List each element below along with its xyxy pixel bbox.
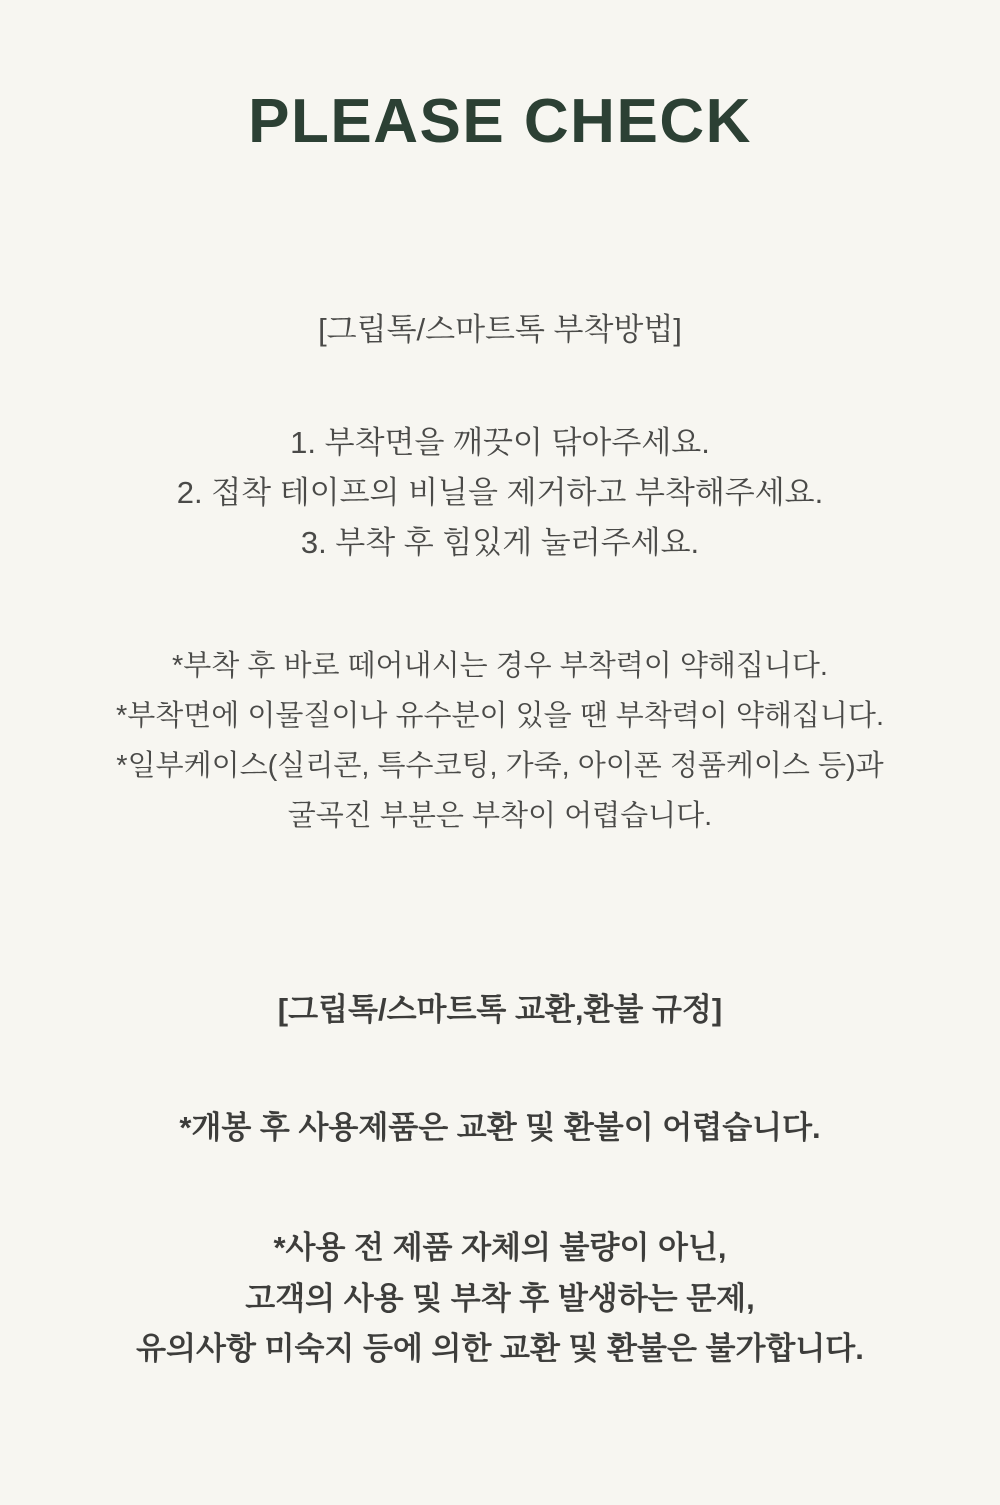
attach-section-title: [그립톡/스마트톡 부착방법] xyxy=(318,312,682,348)
refund-policy-line-4: 유의사항 미숙지 등에 의한 교환 및 환불은 불가합니다. xyxy=(136,1330,864,1366)
refund-policy-line-2: *사용 전 제품 자체의 불량이 아닌, xyxy=(273,1230,727,1266)
refund-section-title: [그립톡/스마트톡 교환,환불 규정] xyxy=(277,991,723,1027)
refund-policy-opened-product xyxy=(0,1103,1000,1153)
refund-policy-usage xyxy=(0,1223,1000,1374)
attach-steps-list xyxy=(0,418,1000,569)
attach-step-3: 3. 부착 후 힘있게 눌러주세요. xyxy=(300,525,700,561)
attach-note-4: 굴곡진 부분은 부착이 어렵습니다. xyxy=(287,799,713,832)
refund-policy-line-1: *개봉 후 사용제품은 교환 및 환불이 어렵습니다. xyxy=(179,1110,821,1146)
refund-policy-line-3: 고객의 사용 및 부착 후 발생하는 문제, xyxy=(245,1280,755,1316)
attach-step-1: 1. 부착면을 깨끗이 닦아주세요. xyxy=(290,424,710,460)
attach-section-title-block xyxy=(0,308,1000,351)
attach-note-3: *일부케이스(실리콘, 특수코팅, 가죽, 아이폰 정품케이스 등)과 xyxy=(116,749,884,782)
attach-notes-list xyxy=(0,642,1000,842)
attach-note-2: *부착면에 이물질이나 유수분이 있을 땐 부착력이 약해집니다. xyxy=(115,700,885,733)
attach-note-1: *부착 후 바로 떼어내시는 경우 부착력이 약해집니다. xyxy=(172,650,828,683)
refund-section-title-block xyxy=(0,988,1000,1031)
attach-step-2: 2. 접착 테이프의 비닐을 제거하고 부착해주세요. xyxy=(176,474,824,510)
page-title: PLEASE CHECK xyxy=(248,87,752,156)
